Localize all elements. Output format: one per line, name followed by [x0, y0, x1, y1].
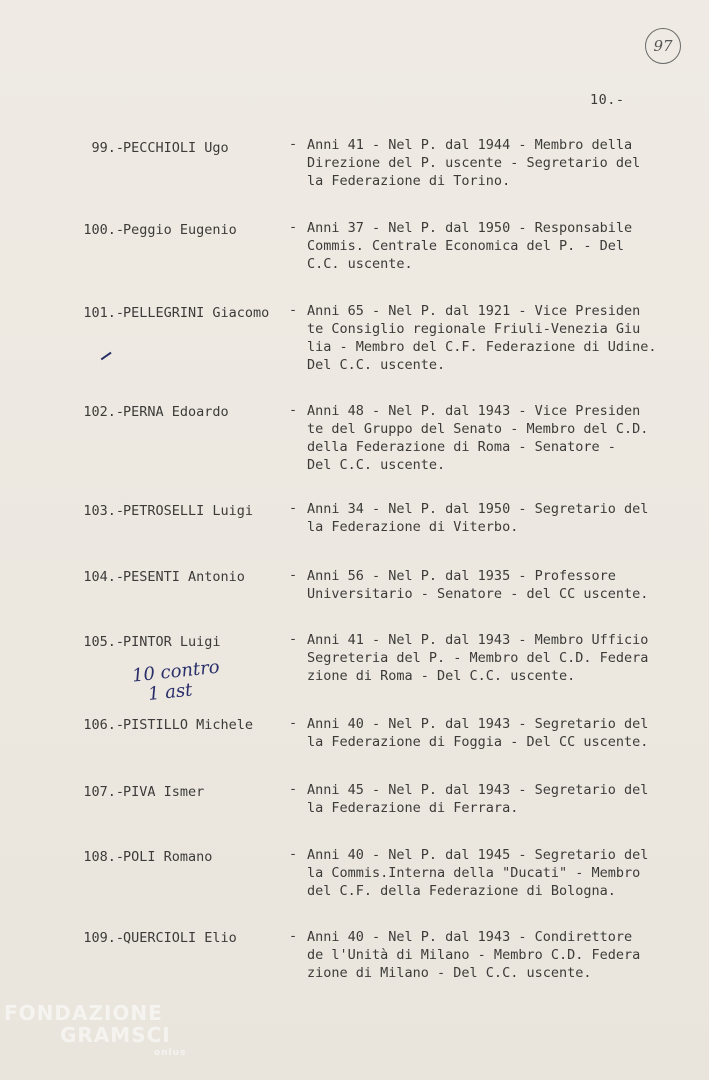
description-line: C.C. uscente. — [307, 256, 413, 272]
watermark-line: onlus — [154, 1048, 187, 1058]
entry-dash: - — [289, 846, 298, 862]
watermark-line: FONDAZIONE — [4, 1001, 163, 1025]
description-line: te del Gruppo del Senato - Membro del C.D. — [307, 421, 649, 437]
entry-number: 107.- — [83, 784, 124, 800]
entry-description — [307, 302, 707, 374]
entry-description — [307, 928, 707, 982]
entry-description — [307, 715, 707, 751]
entry-dash: - — [289, 302, 298, 318]
entry-number: 103.- — [83, 503, 124, 519]
watermark-line: GRAMSCI — [60, 1023, 171, 1047]
entry-number: 100.- — [83, 222, 124, 238]
description-line: la Commis.Interna della "Ducati" - Membro — [307, 865, 641, 881]
page-number: 10.- — [590, 92, 625, 108]
entry-description — [307, 402, 707, 474]
entry-name: PINTOR Luigi — [123, 634, 221, 650]
entry-number: 101.- — [83, 305, 124, 321]
description-line: de l'Unità di Milano - Membro C.D. Federa — [307, 947, 641, 963]
description-line: zione di Milano - Del C.C. uscente. — [307, 965, 592, 981]
description-line: Anni 56 - Nel P. dal 1935 - Professore — [307, 568, 616, 584]
description-line: la Federazione di Torino. — [307, 173, 511, 189]
entry-name: PERNA Edoardo — [123, 404, 229, 420]
entry-description — [307, 567, 707, 603]
description-line: Anni 45 - Nel P. dal 1943 - Segretario del — [307, 782, 649, 798]
description-line: zione di Roma - Del C.C. uscente. — [307, 668, 576, 684]
description-line: della Federazione di Roma - Senatore - — [307, 439, 616, 455]
description-line: Anni 34 - Nel P. dal 1950 - Segretario del — [307, 501, 649, 517]
watermark-logo — [4, 1002, 186, 1064]
description-line: Anni 37 - Nel P. dal 1950 - Responsabile — [307, 220, 633, 236]
description-line: Del C.C. uscente. — [307, 457, 446, 473]
description-line: Del C.C. uscente. — [307, 357, 446, 373]
description-line: la Federazione di Foggia - Del CC uscente. — [307, 734, 649, 750]
description-line: Anni 41 - Nel P. dal 1944 - Membro della — [307, 137, 633, 153]
entry-dash: - — [289, 136, 298, 152]
entry-number: 109.- — [83, 930, 124, 946]
handwritten-line: 10 contro — [131, 656, 221, 687]
entry-description — [307, 136, 707, 190]
page-stamp: 97 — [645, 28, 681, 64]
entry-name: PESENTI Antonio — [123, 569, 245, 585]
description-line: Anni 40 - Nel P. dal 1945 - Segretario del — [307, 847, 649, 863]
entry-name: PETROSELLI Luigi — [123, 503, 254, 519]
entry-dash: - — [289, 631, 298, 647]
description-line: te Consiglio regionale Friuli-Venezia Giu — [307, 321, 641, 337]
entry-dash: - — [289, 402, 298, 418]
entry-description — [307, 846, 707, 900]
entry-number: 102.- — [83, 404, 124, 420]
entry-number: 104.- — [83, 569, 124, 585]
entry-name: PELLEGRINI Giacomo — [123, 305, 270, 321]
entry-dash: - — [289, 715, 298, 731]
description-line: Anni 40 - Nel P. dal 1943 - Condirettore — [307, 929, 633, 945]
entry-name: PIVA Ismer — [123, 784, 205, 800]
description-line: Universitario - Senatore - del CC uscente. — [307, 586, 649, 602]
handwritten-line: 1 ast — [147, 679, 194, 706]
description-line: Commis. Centrale Economica del P. - Del — [307, 238, 624, 254]
description-line: Anni 41 - Nel P. dal 1943 - Membro Ufficio — [307, 632, 649, 648]
entry-name: POLI Romano — [123, 849, 213, 865]
entry-number: 108.- — [83, 849, 124, 865]
description-line: la Federazione di Viterbo. — [307, 519, 519, 535]
entry-number: 105.- — [83, 634, 124, 650]
description-line: del C.F. della Federazione di Bologna. — [307, 883, 616, 899]
entry-description — [307, 219, 707, 273]
description-line: Anni 48 - Nel P. dal 1943 - Vice Presiden — [307, 403, 641, 419]
description-line: Segreteria del P. - Membro del C.D. Federa — [307, 650, 649, 666]
description-line: Anni 40 - Nel P. dal 1943 - Segretario del — [307, 716, 649, 732]
entry-dash: - — [289, 219, 298, 235]
entry-description — [307, 500, 707, 536]
entry-description — [307, 631, 707, 685]
entry-name: PECCHIOLI Ugo — [123, 140, 229, 156]
entry-number: 106.- — [83, 717, 124, 733]
handwritten-tick-mark — [101, 352, 112, 360]
description-line: Direzione del P. uscente - Segretario del — [307, 155, 641, 171]
description-line: la Federazione di Ferrara. — [307, 800, 519, 816]
entry-dash: - — [289, 781, 298, 797]
entry-name: QUERCIOLI Elio — [123, 930, 237, 946]
entry-name: Peggio Eugenio — [123, 222, 237, 238]
description-line: lia - Membro del C.F. Federazione di Udine. — [307, 339, 657, 355]
description-line: Anni 65 - Nel P. dal 1921 - Vice Presiden — [307, 303, 641, 319]
entry-name: PISTILLO Michele — [123, 717, 254, 733]
entry-dash: - — [289, 928, 298, 944]
entry-number: 99.- — [91, 140, 124, 156]
handwritten-note — [131, 658, 223, 707]
entry-description — [307, 781, 707, 817]
entry-dash: - — [289, 500, 298, 516]
entry-dash: - — [289, 567, 298, 583]
